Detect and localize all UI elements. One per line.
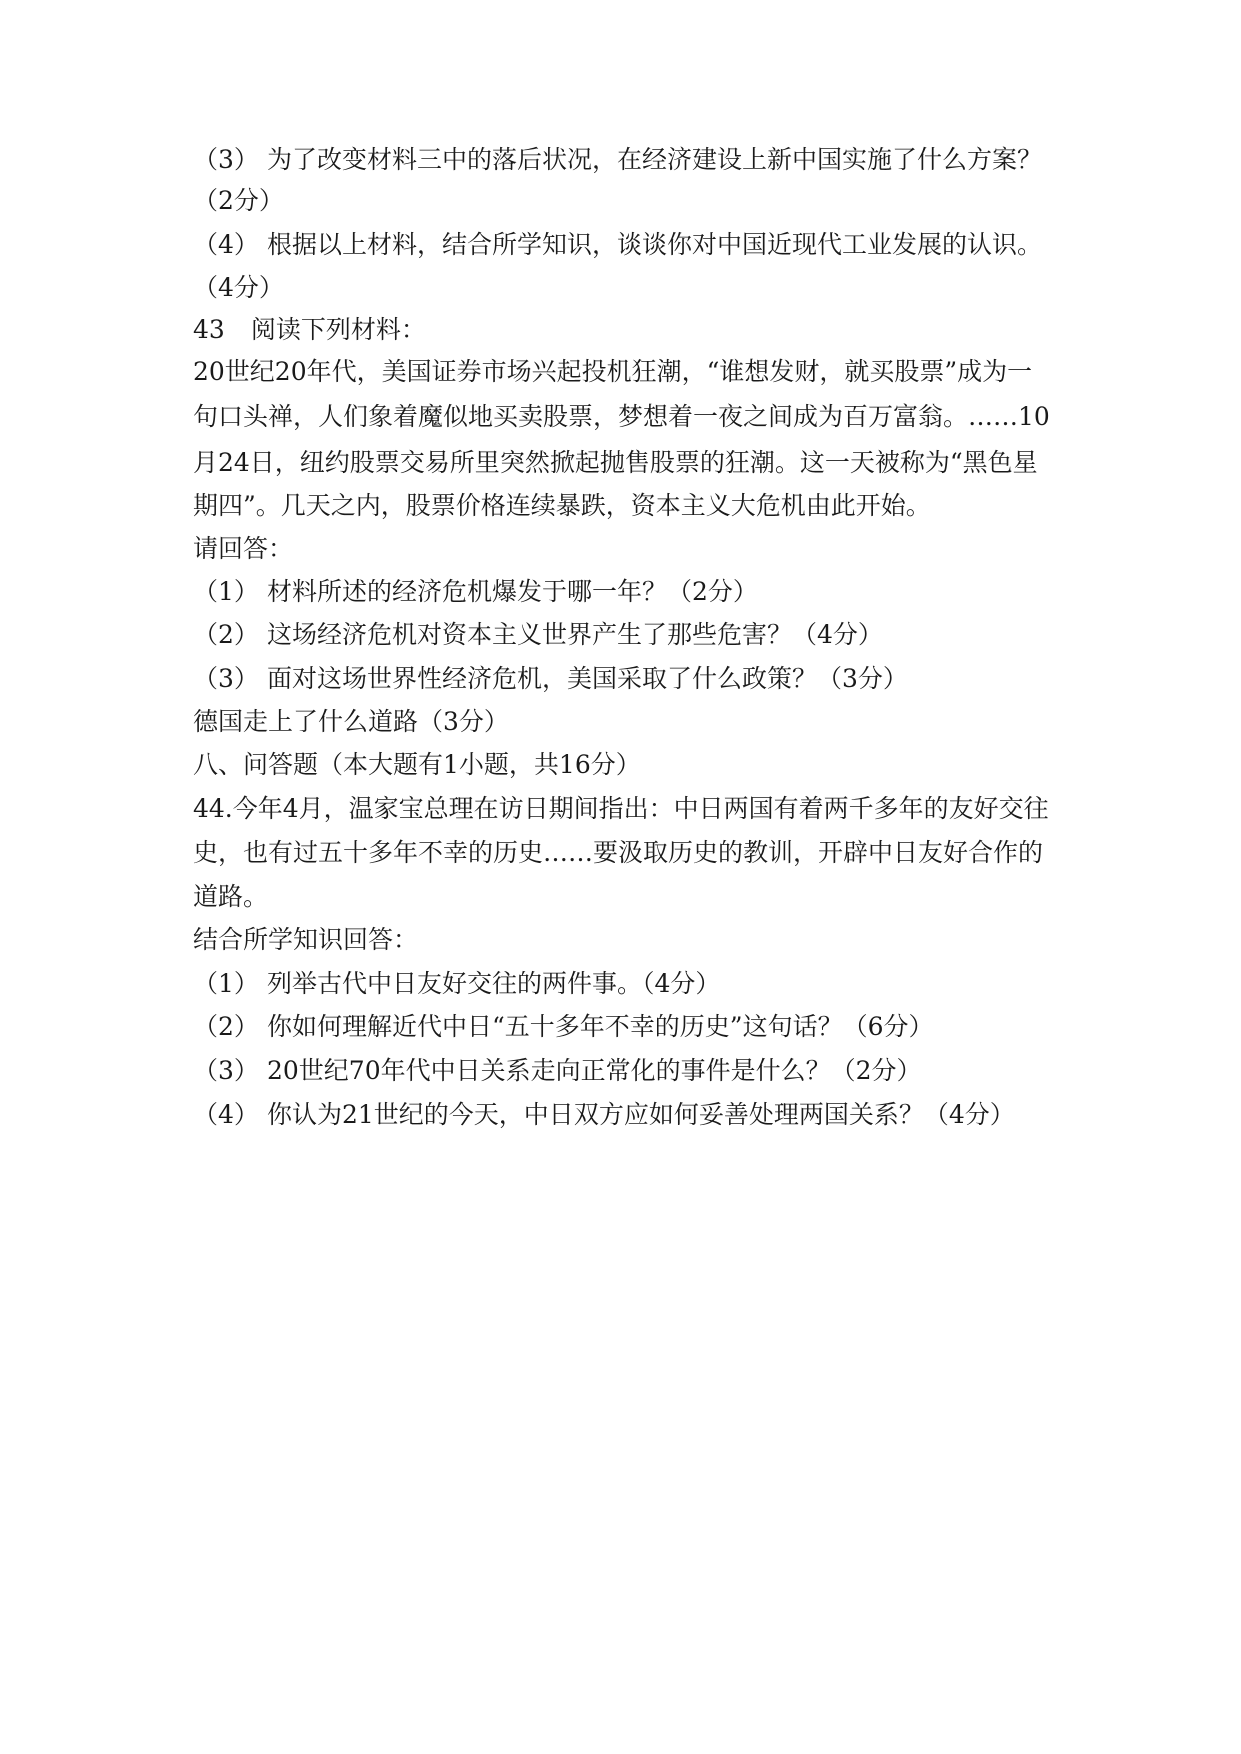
q44-sub3-number: （3） — [193, 1056, 259, 1085]
q42-sub3-text: 为了改变材料三中的落后状况，在经济建设上新中国实施了什么方案？ — [267, 145, 1043, 174]
q43-material-line: 20世纪20年代，美国证券市场兴起投机狂潮，“谁想发财，就买股票”成为一 — [193, 357, 1033, 386]
q42-sub3-score: （2分） — [193, 186, 284, 215]
q44-sub1 — [193, 969, 720, 999]
q44-text-line: 道路。 — [193, 882, 269, 911]
q43-sub1-number: （1） — [193, 577, 259, 606]
q44-sub4-number: （4） — [193, 1100, 259, 1129]
q43-material-line: 月24日，纽约股票交易所里突然掀起抛售股票的狂潮。这一天被称为“黑色星 — [193, 448, 1038, 477]
q44-sub1-text: 列举古代中日友好交往的两件事。（4分） — [267, 969, 721, 998]
q44-sub2 — [193, 1012, 933, 1042]
q43-sub2-text: 这场经济危机对资本主义世界产生了那些危害？（4分） — [267, 620, 883, 649]
q43-extra: 德国走上了什么道路（3分） — [193, 707, 509, 736]
q44-prompt: 结合所学知识回答： — [193, 925, 419, 954]
q44-sub3-text: 20世纪70年代中日关系走向正常化的事件是什么？（2分） — [267, 1056, 922, 1085]
q43-sub3-text: 面对这场世界性经济危机，美国采取了什么政策？（3分） — [267, 664, 908, 693]
q44-text-line: 史，也有过五十多年不幸的历史……要汲取历史的教训，开辟中日友好合作的 — [193, 838, 1044, 867]
q43-material-line: 期四”。几天之内，股票价格连续暴跌，资本主义大危机由此开始。 — [193, 491, 931, 520]
q44-sub2-text: 你如何理解近代中日“五十多年不幸的历史”这句话？（6分） — [267, 1012, 934, 1041]
q44-sub3 — [193, 1056, 922, 1086]
q42-sub4-number: （4） — [193, 230, 259, 259]
q43-sub2 — [193, 620, 883, 650]
q43-sub3-number: （3） — [193, 664, 259, 693]
q43-sub3 — [193, 664, 908, 694]
section-8-title: 八、问答题（本大题有1小题，共16分） — [193, 750, 641, 779]
q43-heading-text: 阅读下列材料： — [250, 315, 426, 344]
q44-sub1-number: （1） — [193, 969, 259, 998]
q44-sub2-number: （2） — [193, 1012, 259, 1041]
q43-sub1-text: 材料所述的经济危机爆发于哪一年？（2分） — [267, 577, 758, 606]
q43-number: 43 — [193, 315, 225, 344]
q42-sub4-text: 根据以上材料，结合所学知识，谈谈你对中国近现代工业发展的认识。 — [267, 230, 1043, 259]
q44-text-line: 44.今年4月，温家宝总理在访日期间指出：中日两国有着两千多年的友好交往 — [193, 794, 1049, 823]
q43-sub1 — [193, 577, 758, 607]
q44-sub4-text: 你认为21世纪的今天，中日双方应如何妥善处理两国关系？（4分） — [267, 1100, 1015, 1129]
q43-material-line: 句口头禅，人们象着魔似地买卖股票，梦想着一夜之间成为百万富翁。……10 — [193, 402, 1050, 431]
q43-heading — [193, 315, 426, 345]
q43-prompt: 请回答： — [193, 534, 294, 563]
q43-sub2-number: （2） — [193, 620, 259, 649]
q42-sub4-score: （4分） — [193, 273, 284, 302]
q44-sub4 — [193, 1100, 1015, 1130]
q42-sub4 — [193, 230, 1042, 260]
q42-sub3 — [193, 145, 1042, 175]
q42-sub3-number: （3） — [193, 145, 259, 174]
